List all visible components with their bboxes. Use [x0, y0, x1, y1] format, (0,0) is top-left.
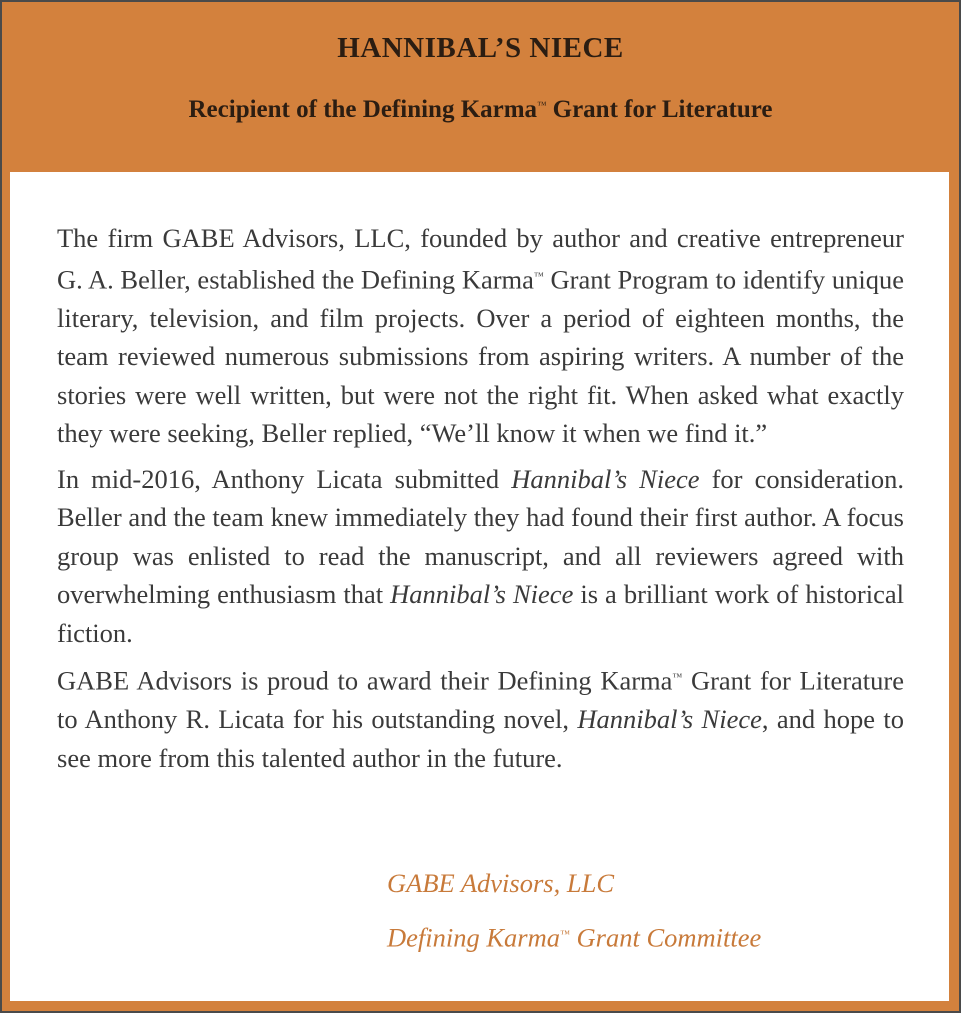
- paragraph-2: [57, 460, 904, 653]
- content-panel: [10, 172, 949, 1001]
- paragraph-1-text-a: The firm GABE Advisors, LLC, founded by author and creative entrepreneur G. A. Beller, established the Defining Karma: [57, 223, 904, 295]
- trademark-symbol: ™: [533, 270, 544, 282]
- paragraph-2-text-b: for consideration. Beller and the team knew immediately they had found their first author. A focus group was enlisted to read the manuscript, and all reviewers agreed with overwhelming enthusiasm that: [57, 463, 904, 610]
- subtitle-text-a: Recipient of the Defining Karma: [188, 96, 538, 123]
- trademark-symbol: ™: [537, 100, 547, 111]
- book-title: Hannibal’s Niece: [390, 579, 574, 610]
- paragraph-3: [57, 659, 904, 777]
- paragraph-1: [57, 219, 904, 453]
- paragraph-2-text-c: is a brilliant work of historical fiction.: [57, 579, 904, 648]
- signature-line-1: GABE Advisors, LLC: [387, 868, 614, 898]
- paragraph-3-text-c: , and hope to see more from this talented author in the future.: [57, 704, 904, 773]
- book-title: Hannibal’s Niece: [511, 463, 700, 494]
- paragraph-2-text-a: In mid-2016, Anthony Licata submitted: [57, 463, 512, 494]
- book-title: Hannibal’s Niece: [577, 704, 762, 735]
- page-title: HANNIBAL’S NIECE: [337, 32, 624, 64]
- paragraph-3-text-b: Grant for Literature to Anthony R. Licata for his outstanding novel,: [57, 665, 904, 735]
- page-subtitle: [2, 96, 959, 124]
- paragraph-1-text-b: Grant Program to identify unique literary, television, and film projects. Over a period of eighteen months, the team reviewed numerous submissions from aspiring writers. A number of the stories were well written, but were not the right fit. When asked what exactly they were seeking, Beller replied, “We’ll know it when we find it.”: [57, 264, 904, 449]
- signature-line-2-text-a: Defining Karma: [387, 922, 560, 953]
- subtitle-text-b: Grant for Literature: [546, 96, 773, 123]
- signature-block: [387, 858, 761, 964]
- signature-line-2-text-b: Grant Committee: [569, 922, 762, 953]
- signature-line-2: [387, 909, 761, 964]
- header-band: [2, 2, 959, 172]
- paragraph-3-text-a: GABE Advisors is proud to award their Defining Karma: [57, 665, 673, 696]
- trademark-symbol: ™: [672, 672, 683, 684]
- trademark-symbol: ™: [560, 929, 570, 940]
- body-text: [57, 219, 904, 784]
